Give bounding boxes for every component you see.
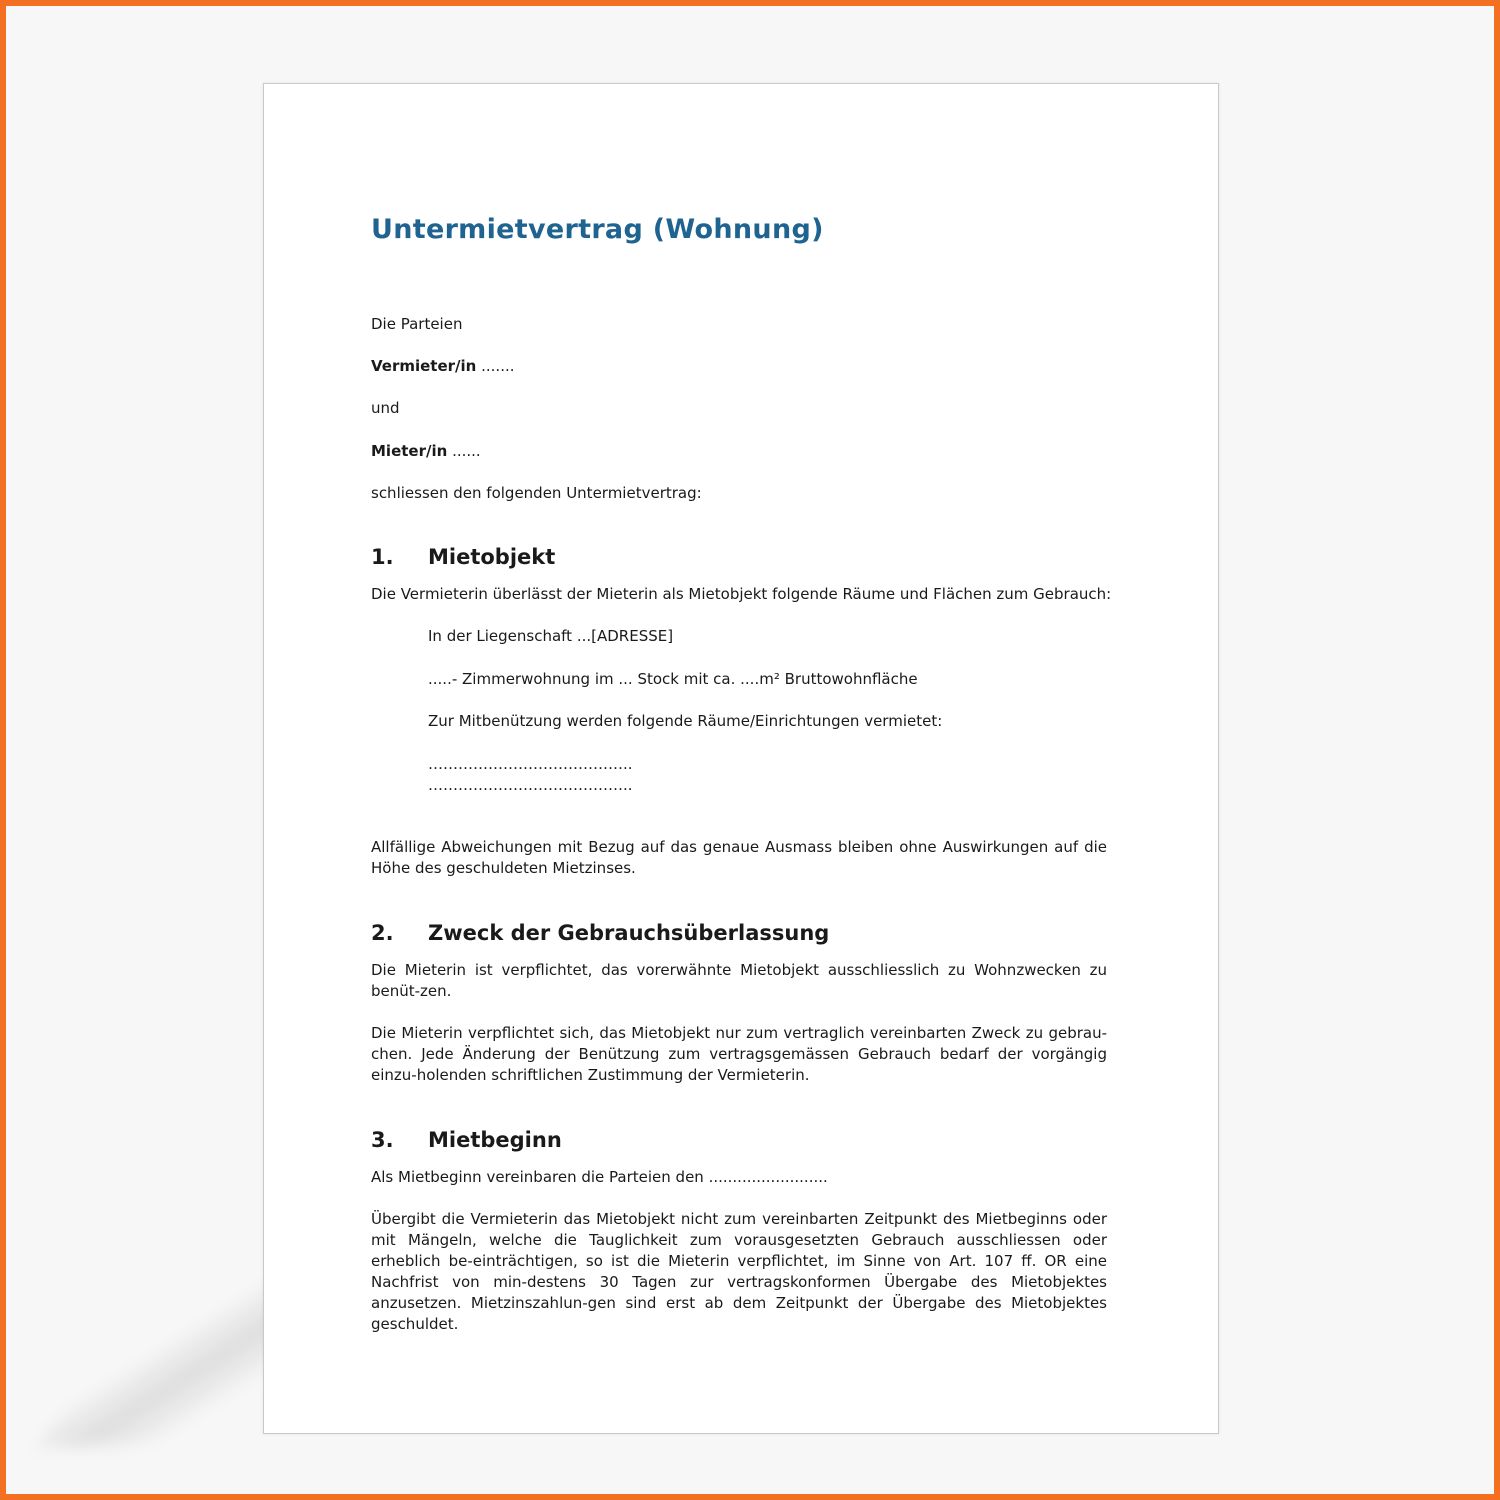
- section-3-number: 3.: [371, 1128, 394, 1152]
- section-1-rooms: .....- Zimmerwohnung im ... Stock mit ca. ....m² Bruttowohnfläche: [428, 670, 918, 688]
- section-1-number: 1.: [371, 545, 394, 569]
- section-2-heading: [371, 923, 829, 944]
- section-1-heading: [371, 547, 555, 568]
- conclude-line: schliessen den folgenden Untermietvertrag:: [371, 484, 702, 502]
- and-line: und: [371, 399, 400, 417]
- section-1-shared: Zur Mitbenützung werden folgende Räume/Einrichtungen vermietet:: [428, 712, 943, 730]
- section-2-title: Zweck der Gebrauchsüberlassung: [428, 921, 830, 945]
- section-1-lead: Die Vermieterin überlässt der Mieterin als Mietobjekt folgende Räume und Flächen zum Gebrauch:: [371, 585, 1112, 603]
- document-page: [263, 83, 1219, 1434]
- section-1-blank-line-2: …………………………………..: [428, 776, 633, 794]
- section-1-title: Mietobjekt: [428, 545, 556, 569]
- section-3-lead: Als Mietbeginn vereinbaren die Parteien den .........................: [371, 1168, 828, 1186]
- section-3-title: Mietbeginn: [428, 1128, 562, 1152]
- tenant-value: ......: [447, 442, 481, 460]
- document-title: Untermietvertrag (Wohnung): [371, 214, 824, 245]
- section-1-paragraph: Allfällige Abweichungen mit Bezug auf das genaue Ausmass bleiben ohne Auswirkungen auf die Höhe des geschuldeten Mietzinses.: [371, 838, 1107, 877]
- tenant-line: [371, 441, 481, 462]
- section-3-paragraph: Übergibt die Vermieterin das Mietobjekt nicht zum vereinbarten Zeitpunkt des Mietbeginns oder mit Mängeln, welche die Tauglichkeit zum vorausgesetzten Gebrauch ausschliessen oder erheblich be-einträchtigen, so ist die Mieterin verpflichtet, im Sinne von Art. 107 ff. OR eine Nachfrist von min-destens 30 Tagen zur vertragskonformen Übergabe des Mietobjektes anzusetzen. Mietzinszahlun-gen sind erst ab dem Zeitpunkt der Übergabe des Mietobjektes geschuldet.: [371, 1210, 1107, 1333]
- landlord-label: Vermieter/in: [371, 357, 477, 375]
- parties-line: Die Parteien: [371, 315, 463, 333]
- section-1-address: In der Liegenschaft ...[ADRESSE]: [428, 627, 674, 645]
- tenant-label: Mieter/in: [371, 442, 448, 460]
- section-2-number: 2.: [371, 921, 394, 945]
- section-2-paragraph-1: Die Mieterin ist verpflichtet, das vorerwähnte Mietobjekt ausschliesslich zu Wohnzwecken zu benüt-zen.: [371, 961, 1107, 1000]
- section-2-paragraph-2: Die Mieterin verpflichtet sich, das Mietobjekt nur zum vertraglich vereinbarten Zweck zu gebrau-chen. Jede Änderung der Benützung zum vertragsgemässen Gebrauch bedarf der vorgängig einzu-holenden schriftlichen Zustimmung der Vermieterin.: [371, 1024, 1107, 1084]
- landlord-line: [371, 356, 515, 377]
- section-1-blank-line-1: …………………………………..: [428, 755, 633, 773]
- landlord-value: .......: [476, 357, 515, 375]
- section-3-heading: [371, 1130, 562, 1151]
